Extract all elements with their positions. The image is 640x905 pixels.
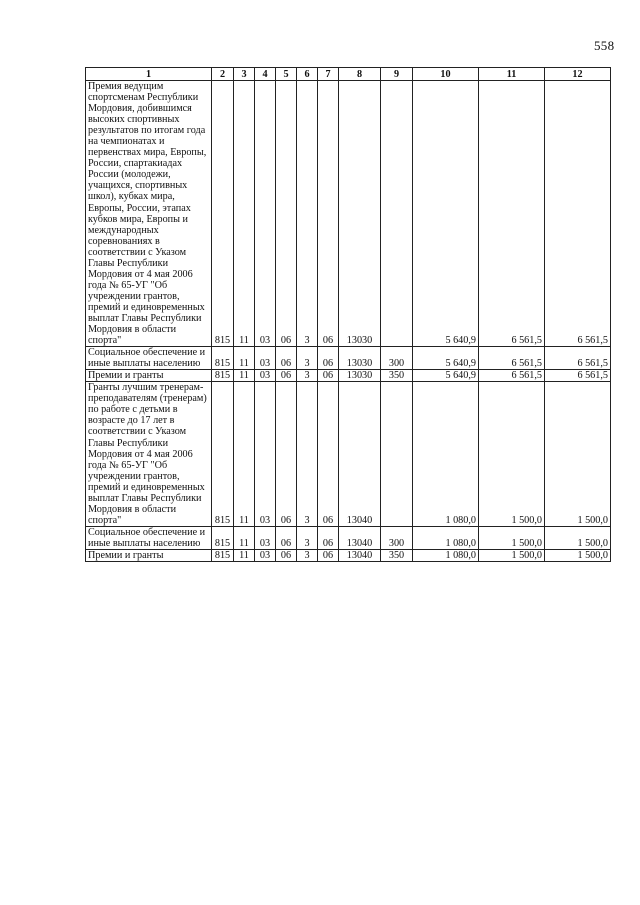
cell-c10: 5 640,9 <box>413 347 479 370</box>
cell-c5: 06 <box>276 81 297 347</box>
column-header: 10 <box>413 68 479 81</box>
row-name: Премия ведущим спортсменам Республики Мордовия, добившимся высоких спортивных результатов по итогам года на чемпионатах и первенствах мира, Европы, России, спартакиадах России (молодежи, учащихся, спортивных школ), кубках мира, Европы, России, этапах кубков мира, Европы и международных соревнованиях в соответствии с Указом Главы Республики Мордовия от 4 мая 2006 года № 65-УГ "Об учреждении грантов, премий и единовременных выплат Главы Республики Мордовия в области спорта" <box>86 81 212 347</box>
cell-c11: 6 561,5 <box>479 347 545 370</box>
cell-c7: 06 <box>318 526 339 549</box>
cell-c5: 06 <box>276 347 297 370</box>
table-row <box>86 549 611 561</box>
cell-c9 <box>381 81 413 347</box>
cell-c2: 815 <box>212 347 234 370</box>
cell-c9: 350 <box>381 370 413 382</box>
cell-c3: 11 <box>234 81 255 347</box>
row-name: Социальное обеспечение и иные выплаты населению <box>86 526 212 549</box>
cell-c9: 300 <box>381 526 413 549</box>
cell-c9: 300 <box>381 347 413 370</box>
page-number: 558 <box>594 38 615 53</box>
cell-c5: 06 <box>276 549 297 561</box>
row-name: Премии и гранты <box>86 549 212 561</box>
cell-c8: 13040 <box>339 382 381 527</box>
cell-c3: 11 <box>234 347 255 370</box>
column-header: 4 <box>255 68 276 81</box>
cell-c3: 11 <box>234 382 255 527</box>
cell-c4: 03 <box>255 526 276 549</box>
column-header: 8 <box>339 68 381 81</box>
row-name: Социальное обеспечение и иные выплаты населению <box>86 347 212 370</box>
cell-c3: 11 <box>234 526 255 549</box>
cell-c8: 13030 <box>339 370 381 382</box>
cell-c5: 06 <box>276 526 297 549</box>
cell-c6: 3 <box>297 370 318 382</box>
table-row <box>86 347 611 370</box>
cell-c11: 6 561,5 <box>479 370 545 382</box>
cell-c7: 06 <box>318 549 339 561</box>
cell-c12: 6 561,5 <box>545 347 611 370</box>
row-name: Гранты лучшим тренерам-преподавателям (тренерам) по работе с детьми в возрасте до 17 лет в соответствии с Указом Главы Республики Мордовия от 4 мая 2006 года № 65-УГ "Об учреждении грантов, премий и единовременных выплат Главы Республики Мордовия в области спорта" <box>86 382 212 527</box>
cell-c3: 11 <box>234 549 255 561</box>
column-header: 9 <box>381 68 413 81</box>
column-header: 12 <box>545 68 611 81</box>
header-row <box>86 68 611 81</box>
column-header: 6 <box>297 68 318 81</box>
cell-c6: 3 <box>297 549 318 561</box>
cell-c2: 815 <box>212 81 234 347</box>
cell-c2: 815 <box>212 382 234 527</box>
cell-c7: 06 <box>318 81 339 347</box>
cell-c5: 06 <box>276 370 297 382</box>
column-header: 2 <box>212 68 234 81</box>
cell-c7: 06 <box>318 370 339 382</box>
cell-c6: 3 <box>297 81 318 347</box>
cell-c12: 1 500,0 <box>545 382 611 527</box>
cell-c9 <box>381 382 413 527</box>
cell-c10: 5 640,9 <box>413 81 479 347</box>
cell-c4: 03 <box>255 370 276 382</box>
cell-c7: 06 <box>318 347 339 370</box>
cell-c10: 1 080,0 <box>413 549 479 561</box>
cell-c6: 3 <box>297 347 318 370</box>
cell-c12: 6 561,5 <box>545 81 611 347</box>
cell-c11: 1 500,0 <box>479 382 545 527</box>
cell-c7: 06 <box>318 382 339 527</box>
column-header: 5 <box>276 68 297 81</box>
column-header: 1 <box>86 68 212 81</box>
cell-c8: 13030 <box>339 81 381 347</box>
cell-c6: 3 <box>297 382 318 527</box>
cell-c5: 06 <box>276 382 297 527</box>
cell-c11: 6 561,5 <box>479 81 545 347</box>
cell-c2: 815 <box>212 549 234 561</box>
table-row <box>86 81 611 347</box>
cell-c12: 6 561,5 <box>545 370 611 382</box>
cell-c12: 1 500,0 <box>545 526 611 549</box>
column-header: 3 <box>234 68 255 81</box>
cell-c2: 815 <box>212 526 234 549</box>
cell-c4: 03 <box>255 382 276 527</box>
cell-c4: 03 <box>255 347 276 370</box>
budget-table <box>85 67 611 562</box>
cell-c8: 13030 <box>339 347 381 370</box>
column-header: 7 <box>318 68 339 81</box>
cell-c6: 3 <box>297 526 318 549</box>
cell-c11: 1 500,0 <box>479 549 545 561</box>
cell-c11: 1 500,0 <box>479 526 545 549</box>
cell-c10: 1 080,0 <box>413 382 479 527</box>
cell-c4: 03 <box>255 549 276 561</box>
cell-c2: 815 <box>212 370 234 382</box>
table-row <box>86 526 611 549</box>
table-row <box>86 370 611 382</box>
cell-c3: 11 <box>234 370 255 382</box>
cell-c12: 1 500,0 <box>545 549 611 561</box>
row-name: Премии и гранты <box>86 370 212 382</box>
cell-c10: 1 080,0 <box>413 526 479 549</box>
cell-c8: 13040 <box>339 526 381 549</box>
table-row <box>86 382 611 527</box>
cell-c4: 03 <box>255 81 276 347</box>
column-header: 11 <box>479 68 545 81</box>
cell-c8: 13040 <box>339 549 381 561</box>
cell-c9: 350 <box>381 549 413 561</box>
cell-c10: 5 640,9 <box>413 370 479 382</box>
